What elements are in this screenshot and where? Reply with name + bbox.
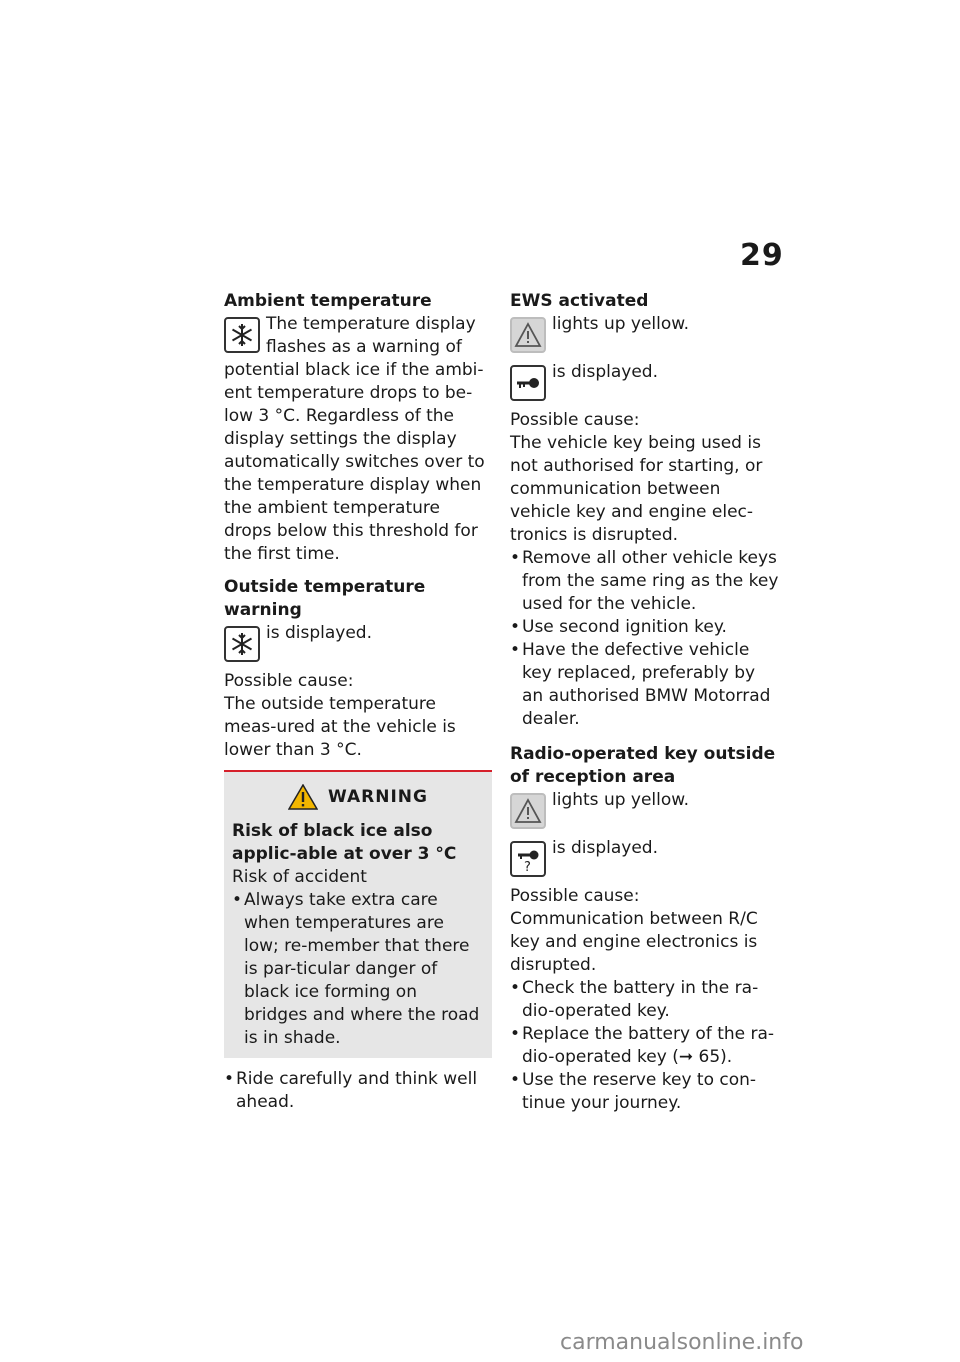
ews-row-2: [510, 361, 780, 405]
radio-row-1: [510, 789, 780, 833]
radio-bullet-list: [510, 977, 780, 1115]
ambient-text: The temperature display flashes as a warning of potential black ice if the ambi-ent temperature drops to be-low 3 °C. Regardless of the display settings the display automatically switches over to the temperature display when the ambient temperature drops below this threshold for the first time.: [224, 314, 485, 564]
list-item: • Replace the battery of the ra-dio-operated key (➞ 65).: [510, 1023, 780, 1069]
radio-line2: is displayed.: [552, 838, 659, 858]
page-number: 29: [740, 238, 784, 273]
list-item: • Use the reserve key to con-tinue your journey.: [510, 1069, 780, 1115]
ews-bullet-list: [510, 547, 780, 731]
ews-cause-label: Possible cause:: [510, 410, 640, 430]
list-item: • Remove all other vehicle keys from the same ring as the key used for the vehicle.: [510, 547, 780, 616]
ews-row-1: [510, 313, 780, 357]
snowflake-icon: [224, 317, 260, 353]
outside-displayed: is displayed.: [266, 623, 373, 643]
ambient-heading: Ambient temperature: [224, 291, 432, 311]
ews-cause: The vehicle key being used is not authorised for starting, or communication between vehicle key and engine elec-tronics is disrupted.: [510, 433, 763, 545]
ews-line1: lights up yellow.: [552, 314, 690, 334]
right-column: [510, 290, 780, 1115]
radio-cause-label: Possible cause:: [510, 886, 640, 906]
warning-title: Risk of black ice also applic-able at over 3 °C: [232, 821, 457, 864]
warning-triangle-icon: [288, 784, 318, 810]
warning-triangle-icon: [510, 793, 546, 829]
outside-row: [224, 622, 492, 666]
svg-text:?: ?: [524, 860, 531, 873]
ews-line2: is displayed.: [552, 362, 659, 382]
list-item: • Check the battery in the ra-dio-operated key.: [510, 977, 780, 1023]
radio-row-2: [510, 837, 780, 881]
list-item: • Use second ignition key.: [510, 616, 780, 639]
outside-heading: Outside temperature warning: [224, 577, 426, 620]
key-icon: [510, 365, 546, 401]
outside-cause-label: Possible cause:: [224, 671, 354, 691]
ambient-section: [224, 313, 492, 566]
radio-heading: Radio-operated key outside of reception area: [510, 744, 776, 787]
warning-bullet: • Always take extra care when temperatures are low; re-member that there is par-ticular danger of black ice forming on bridges and where the road is in shade.: [232, 889, 484, 1050]
radio-cause: Communication between R/C key and engine electronics is disrupted.: [510, 909, 758, 975]
key-question-icon: [510, 841, 546, 877]
list-item: • Have the defective vehicle key replaced, preferably by an authorised BMW Motorrad dealer.: [510, 639, 780, 731]
warning-header: [232, 784, 484, 810]
warning-triangle-icon: [510, 317, 546, 353]
warning-subtitle: Risk of accident: [232, 867, 367, 887]
watermark-footer: carmanualsonline.info: [560, 1330, 804, 1355]
warning-box: [224, 770, 492, 1058]
radio-line1: lights up yellow.: [552, 790, 690, 810]
ride-carefully-bullet: • Ride carefully and think well ahead.: [224, 1068, 492, 1114]
ews-heading: EWS activated: [510, 291, 649, 311]
warning-label: WARNING: [328, 787, 428, 807]
outside-cause: The outside temperature meas-ured at the vehicle is lower than 3 °C.: [224, 694, 456, 760]
snowflake-icon: [224, 626, 260, 662]
left-column: [224, 290, 492, 1114]
